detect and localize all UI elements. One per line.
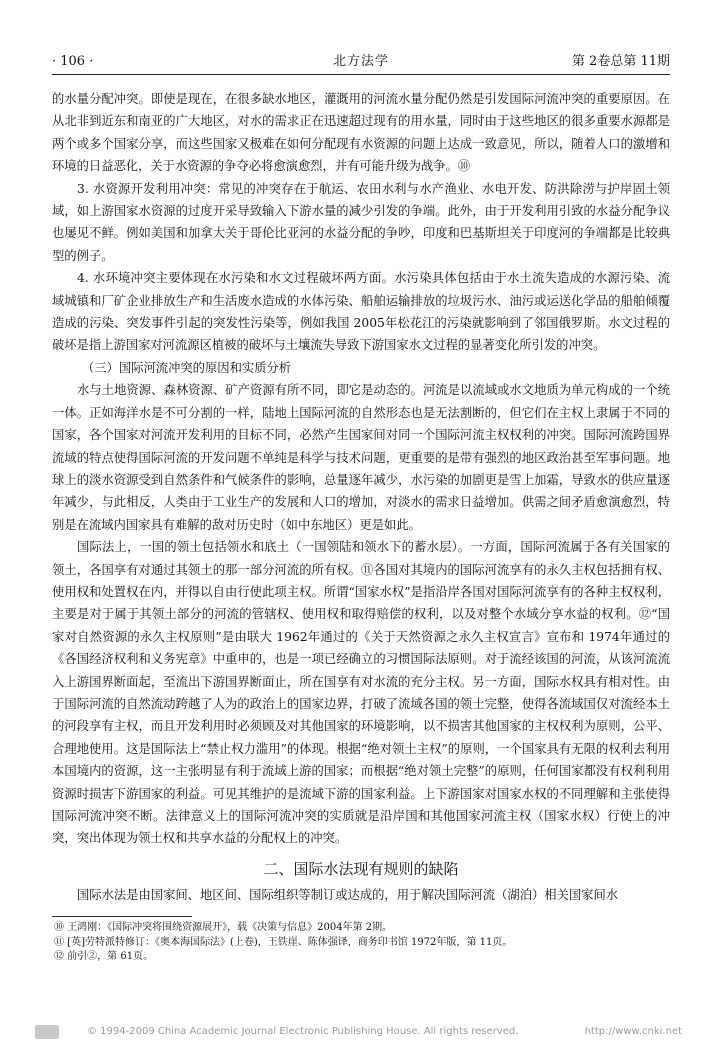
footnotes [52,921,670,965]
publisher-logo-icon [35,1025,59,1039]
paragraph-5: 水与土地资源、森林资源、矿产资源有所不同，即它是动态的。河流是以流域或水文地质为单元构成的一个统一体。正如海洋水是不可分割的一样，陆地上国际河流的自然形态也是无法割断的，但它们在主权上隶属于不同的国家，各个国家对河流开发利用的目标不同，必然产生国家间对同一个国际河流主权权利的冲突。国际河流跨国界流域的特点使得国际河流的开发问题不单纯是科学与技术问题，更重要的是带有强烈的地区政治甚至军事问题。地球上的淡水资源受到自然条件和气候条件的影响，总量逐年减少，水污染的加剧更是雪上加霜，导致水的供应量逐年减少，与此相反，人类由于工业生产的发展和人口的增加，对淡水的需求日益增加。供需之间矛盾愈演愈烈，特别是在流域内国家具有难解的敌对历史时（如中东地区）更是如此。 [52,383,670,532]
issue-info: 第 2卷总第 11期 [571,54,670,69]
footer-url: http://www.cnki.net [584,1026,682,1037]
page-number: · 106 · [52,54,94,69]
journal-title: 北方法学 [332,54,389,69]
footnote-11: ⑪ [英]劳特派特修订：《奥本海国际法》(上卷)，王铁崖、陈体强译，商务印书馆 1972年版，第 11页。 [54,936,513,948]
paragraph-7: 国际水法是由国家间、地区间、国际组织等制订或达成的，用于解决国际河流（湖泊）相关国家间水 [77,887,619,902]
subsection-heading: （三）国际河流冲突的原因和实质分析 [82,360,292,375]
page-footer [35,1022,682,1042]
paragraph-3: 4. 水环境冲突主要体现在水污染和水文过程破坏两方面。水污染具体包括由于水土流失造成的水源污染、流域城镇和厂矿企业排放生产和生活废水造成的水体污染、船舶运输排放的垃圾污水、油污或运送化学品的船舶倾覆造成的污染、突发事件引起的突发性污染等，例如我国 2005年松花江的污染就影响到了邻国俄罗斯。水文过程的破坏是指上游国家对河流源区植被的破坏与土壤流失导致下游国家水文过程的显著变化所引发的冲突。 [52,271,670,353]
section-title: 二、国际水法现有规则的缺陷 [263,859,459,878]
article-body [52,88,670,965]
paragraph-6: 国际法上，一国的领土包括领水和底土（一国领陆和领水下的蓄水层）。一方面，国际河流属于各有关国家的领土，各国享有对通过其领土的那一部分河流的所有权。⑪各国对其境内的国际河流享有的永久主权包括拥有权、使用权和处置权在内，并得以自由行使此项主权。所谓“国家水权”是指沿岸各国对国际河流享有的各种主权权利，主要是对于属于其领土部分的河流的管辖权、使用权和取得赔偿的权利，以及对整个水域分享水益的权利。⑫“国家对自然资源的永久主权原则”是由联大 1962年通过的《关于天然资源之永久主权宣言》宣布和 1974年通过的《各国经济权利和义务宪章》中重申的，也是一项已经确立的习惯国际法原则。对于流经该国的河流，从该河流流入上游国界断面起，至流出下游国界断面止，所在国享有对水流的充分主权。另一方面，国际水权具有相对性。由于国际河流的自然流动跨越了人为的政治上的国家边界，打破了流域各国的领土完整，使得各流域国仅对流经本土的河段享有主权，而且开发利用时必须顾及对其他国家的环境影响，以不损害其他国家的主权权利为原则，公平、合理地使用。这是国际法上“禁止权力滥用”的体现。根据“绝对领土主权”的原则，一个国家具有无限的权利去利用本国境内的资源，这一主张明显有利于流域上游的国家；而根据“绝对领土完整”的原则，任何国家都没有权利利用资源时损害下游国家的利益。可见其维护的是流域下游的国家利益。上下游国家对国家水权的不同理解和主张使得国际河流冲突不断。法律意义上的国际河流冲突的实质就是沿岸国和其他国家河流主权（国家水权）行使上的冲突，突出体现为领土权和共享水益的分配权上的冲突。 [52,540,670,846]
footnote-divider [52,916,192,917]
footnote-12: ⑫ 前引②，第 61页。 [54,951,154,963]
copyright-notice: © 1994-2009 China Academic Journal Electronic Publishing House. All rights reserved. [87,1026,519,1037]
paragraph-1: 的水量分配冲突。即使是现在，在很多缺水地区，灌溉用的河流水量分配仍然是引发国际河流冲突的重要原因。在从北非到近东和南亚的广大地区，对水的需求正在迅速超过现有的用水量，同时由于这些地区的很多重要水源都是两个或多个国家分享，而这些国家又极难在如何分配现有水资源的问题上达成一致意见，所以，随着人口的激增和环境的日益恶化，关于水资源的争夺必将愈演愈烈，并有可能升级为战争。⑩ [52,92,670,174]
footnote-10: ⑩ 王鸿刚：《国际冲突将围绕资源展开》，载《决策与信息》2004年第 2期。 [54,922,393,934]
running-header [52,50,670,75]
paragraph-2: 3. 水资源开发利用冲突：常见的冲突存在于航运、农田水利与水产渔业、水电开发、防洪除涝与护岸固土领域，如上游国家水资源的过度开采导致输入下游水量的减少引发的争端。此外，由于开发利用引致的水益分配争议也屡见不鲜。例如美国和加拿大关于哥伦比亚河的水益分配的争吵，印度和巴基斯坦关于印度河的争端都是比较典型的例子。 [52,181,670,263]
